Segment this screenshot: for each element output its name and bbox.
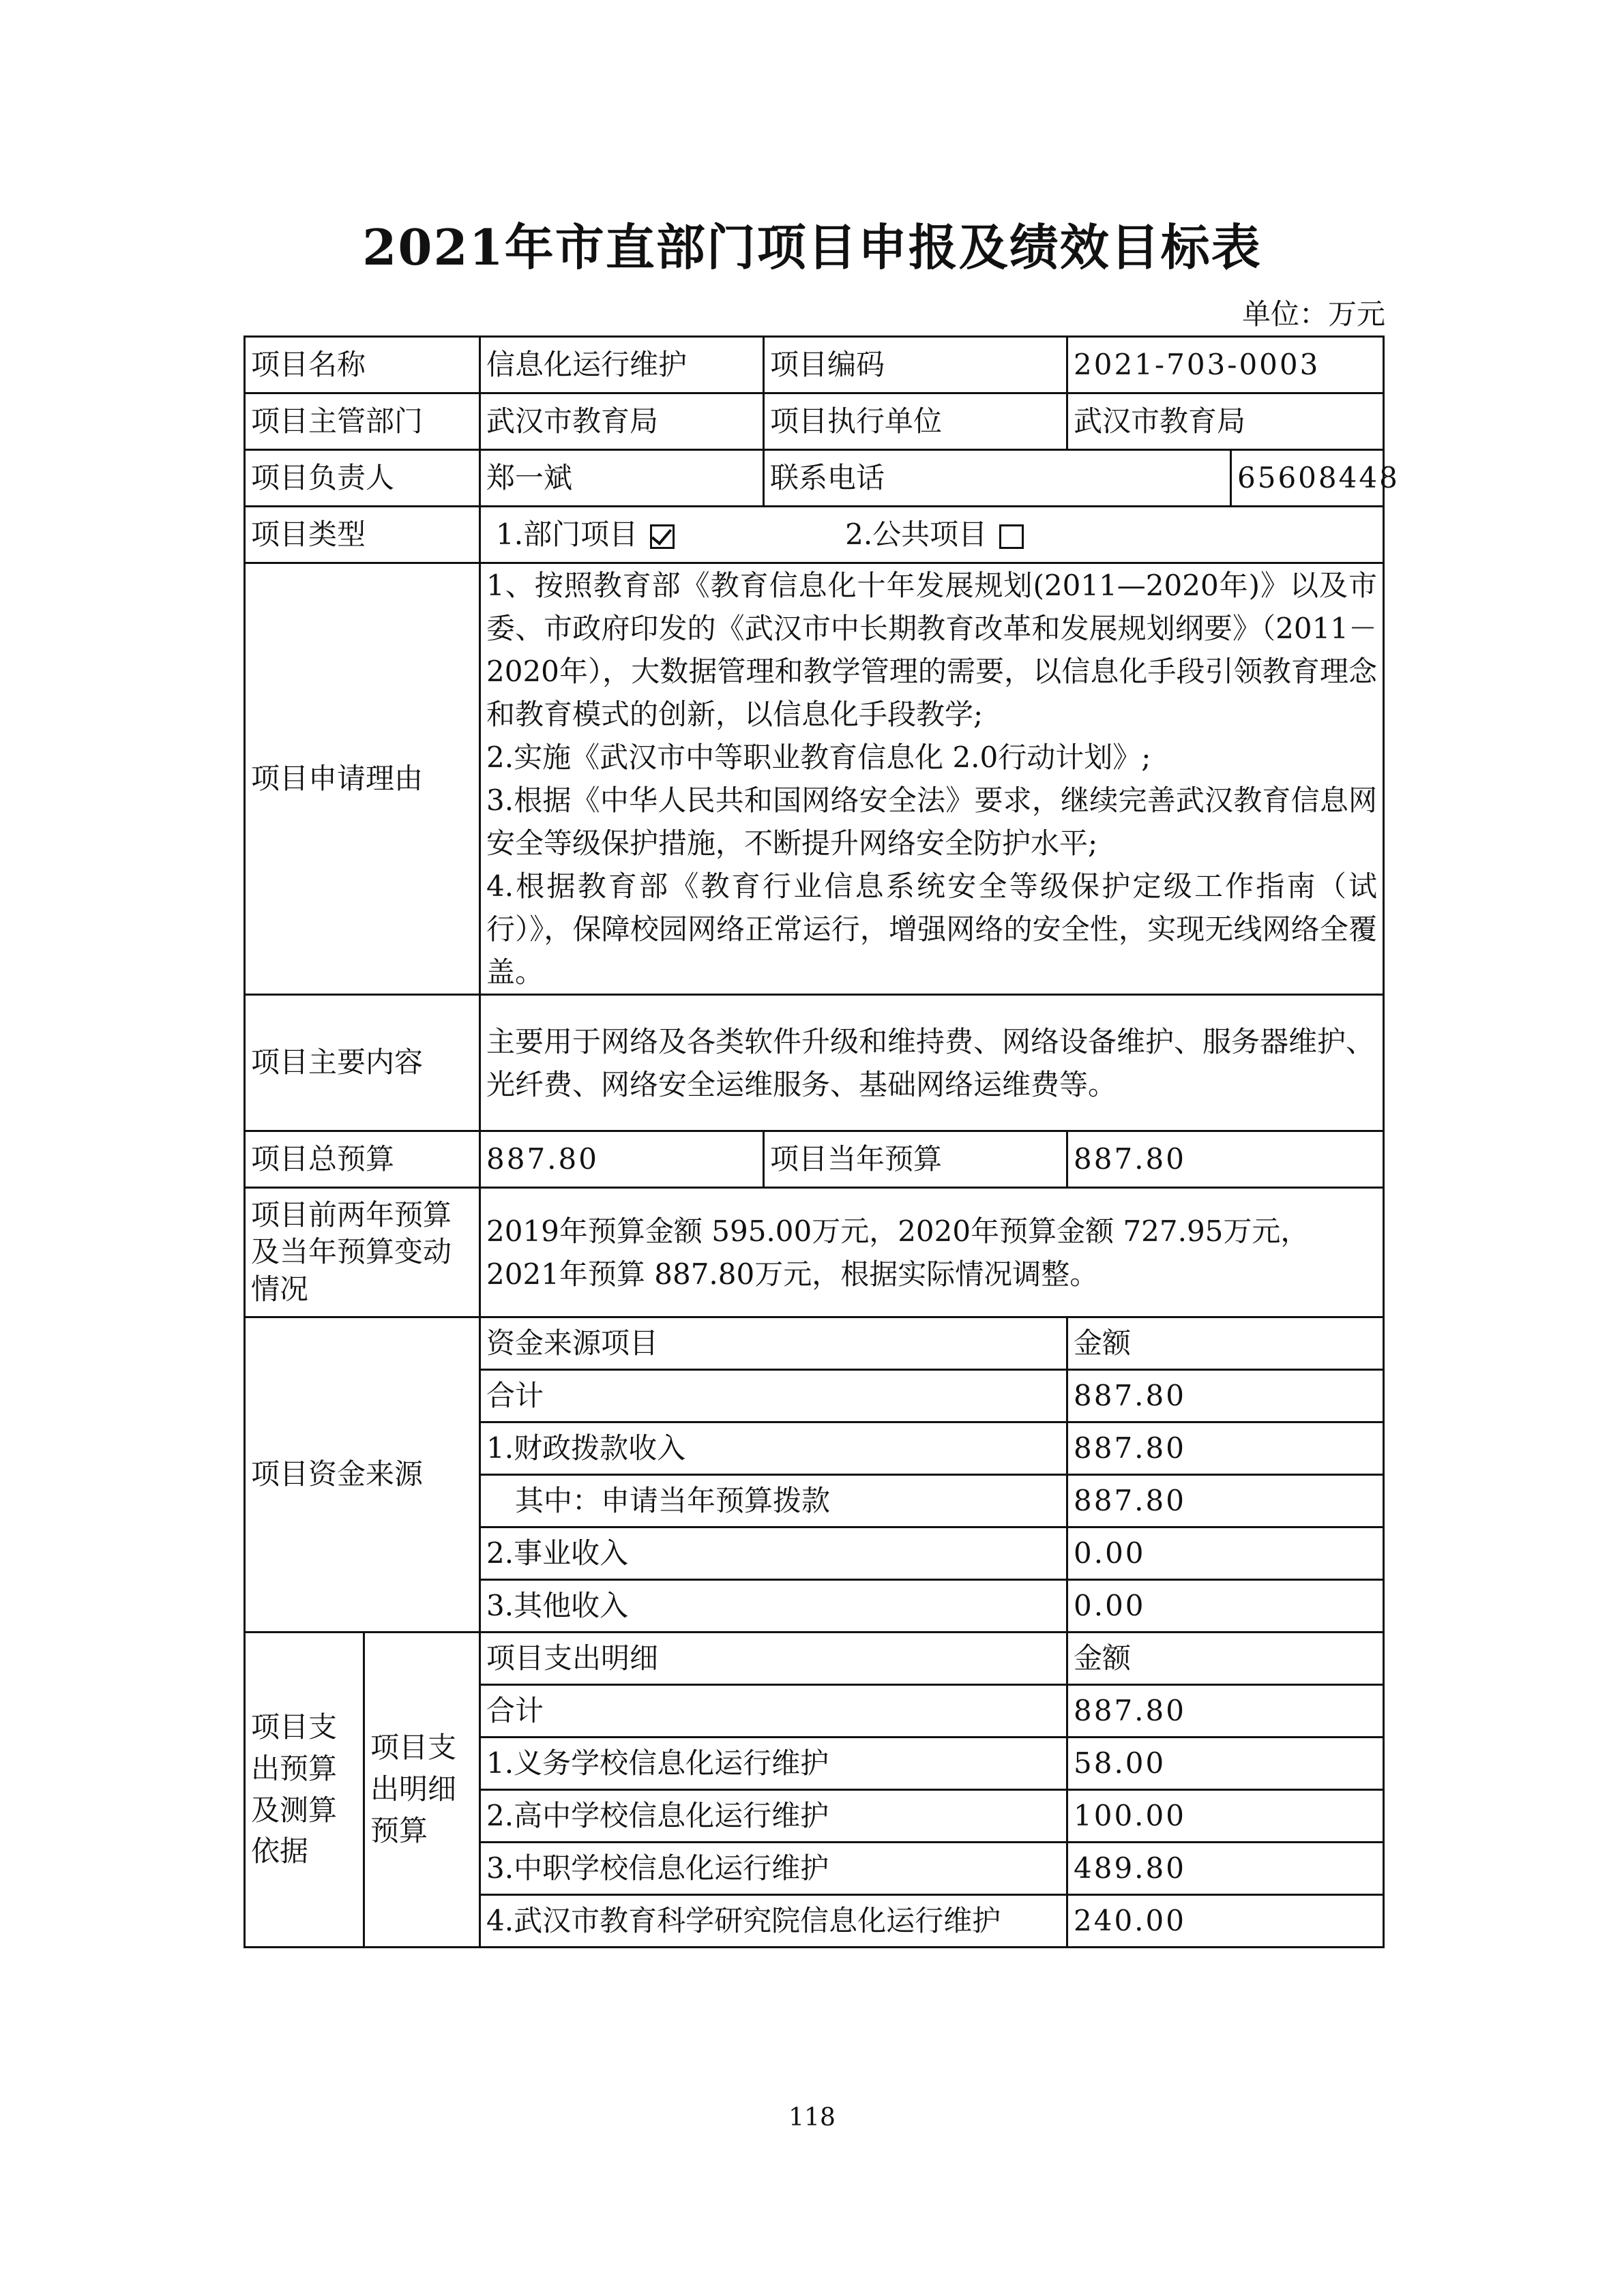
expense-item: 3.中职学校信息化运行维护 [480,1843,1067,1895]
leader-value: 郑一斌 [480,450,764,507]
phone-value: 65608448 [1231,450,1384,507]
reason-line: 3.根据《中华人民共和国网络安全法》要求，继续完善武汉教育信息网安全等级保护措施，不断提升网络安全防护水平; [486,784,1378,860]
year-budget-value: 887.80 [1067,1131,1384,1188]
expense-outer-label: 项目支出预算及测算依据 [245,1632,364,1948]
dept-value: 武汉市教育局 [480,393,764,450]
year-budget-label: 项目当年预算 [764,1131,1067,1188]
expense-amount: 100.00 [1067,1790,1384,1843]
expense-inner-label: 项目支出明细预算 [364,1632,480,1948]
row-project-name [245,337,1384,393]
expense-item: 4.武汉市教育科学研究院信息化运行维护 [480,1895,1067,1948]
expense-header-item: 项目支出明细 [480,1632,1067,1685]
type-options [480,507,1384,563]
row-department [245,393,1384,450]
project-table [243,336,1400,1948]
funding-header-row [245,1317,1384,1370]
total-budget-label: 项目总预算 [245,1131,480,1188]
funding-header-item: 资金来源项目 [480,1317,1067,1370]
dept-label: 项目主管部门 [245,393,480,450]
type-label: 项目类型 [245,507,480,563]
reason-line: 2.实施《武汉市中等职业教育信息化 2.0行动计划》; [486,741,1151,774]
reason-value [480,563,1384,995]
funding-item: 其中：申请当年预算拨款 [480,1475,1067,1527]
row-project-type [245,507,1384,563]
expense-amount: 489.80 [1067,1843,1384,1895]
funding-amount: 0.00 [1067,1527,1384,1580]
reason-line: 4.根据教育部《教育行业信息系统安全等级保护定级工作指南（试行）》，保障校园网络正常运行，增强网络的安全性，实现无线网络全覆盖。 [486,869,1378,989]
reason-line: 1、按照教育部《教育信息化十年发展规划(2011—2020年)》以及市委、市政府印发的《武汉市中长期教育改革和发展规划纲要》（2011－2020年），大数据管理和教学管理的需要，以信息化手段引领教育理念和教育模式的创新，以信息化手段教学; [486,569,1378,731]
expense-header-row [245,1632,1384,1685]
content-value: 主要用于网络及各类软件升级和维持费、网络设备维护、服务器维护、光纤费、网络安全运维服务、基础网络运维费等。 [480,995,1384,1131]
exec-value: 武汉市教育局 [1067,393,1384,450]
expense-amount: 58.00 [1067,1738,1384,1790]
funding-amount: 887.80 [1067,1475,1384,1527]
expense-header-amount: 金额 [1067,1632,1384,1685]
content-label: 项目主要内容 [245,995,480,1131]
type-option-public: 2.公共项目 [845,517,988,551]
code-label: 项目编码 [764,337,1067,393]
funding-header-amount: 金额 [1067,1317,1384,1370]
expense-item: 1.义务学校信息化运行维护 [480,1738,1067,1790]
funding-amount: 887.80 [1067,1370,1384,1422]
reason-label: 项目申请理由 [245,563,480,995]
unit-label: 单位：万元 [1241,297,1385,331]
exec-label: 项目执行单位 [764,393,1067,450]
expense-item: 合计 [480,1685,1067,1738]
funding-item: 合计 [480,1370,1067,1422]
row-budget [245,1131,1384,1188]
expense-amount: 887.80 [1067,1685,1384,1738]
row-content [245,995,1384,1131]
row-budget-change [245,1188,1384,1317]
name-value: 信息化运行维护 [480,337,764,393]
row-reason [245,563,1384,995]
page-title: 2021年市直部门项目申报及绩效目标表 [362,218,1262,276]
funding-label: 项目资金来源 [245,1317,480,1632]
funding-amount: 0.00 [1067,1580,1384,1632]
expense-amount: 240.00 [1067,1895,1384,1948]
name-label: 项目名称 [245,337,480,393]
change-label: 项目前两年预算及当年预算变动情况 [245,1188,480,1317]
checkbox-dept-project[interactable] [650,524,675,549]
funding-item: 3.其他收入 [480,1580,1067,1632]
code-value: 2021-703-0003 [1067,337,1384,393]
checkbox-public-project[interactable] [999,524,1024,549]
expense-item: 2.高中学校信息化运行维护 [480,1790,1067,1843]
leader-label: 项目负责人 [245,450,480,507]
total-budget-value: 887.80 [480,1131,764,1188]
phone-label: 联系电话 [764,450,1231,507]
funding-item: 2.事业收入 [480,1527,1067,1580]
page-number: 118 [788,2104,836,2132]
type-option-dept: 1.部门项目 [496,517,638,551]
row-leader [245,450,1384,507]
change-value: 2019年预算金额 595.00万元，2020年预算金额 727.95万元，2021年预算 887.80万元，根据实际情况调整。 [480,1188,1384,1317]
funding-amount: 887.80 [1067,1422,1384,1475]
funding-item: 1.财政拨款收入 [480,1422,1067,1475]
